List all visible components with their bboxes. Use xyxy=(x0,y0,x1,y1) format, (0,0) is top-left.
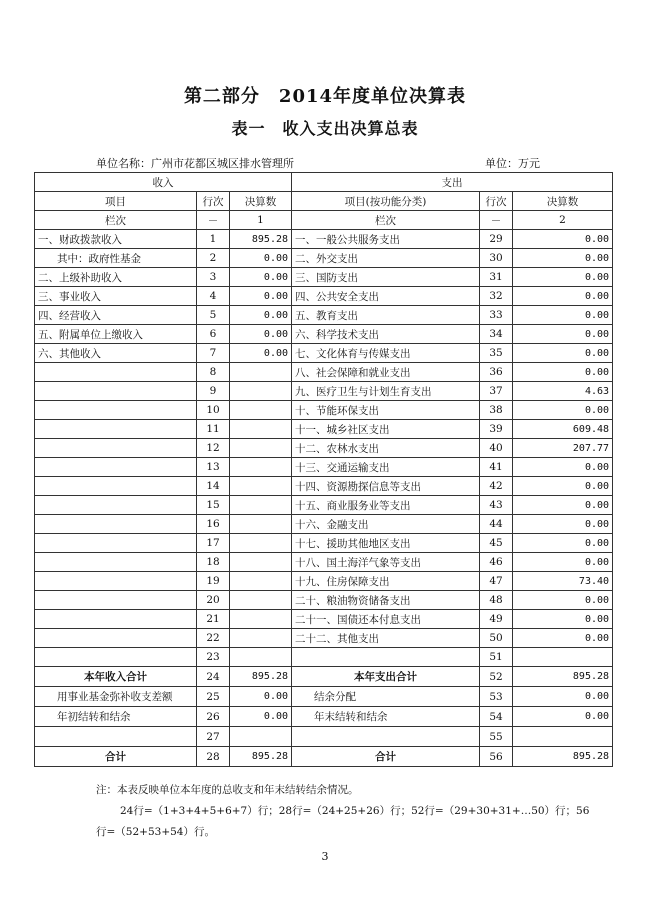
income-item xyxy=(35,591,197,610)
income-line-no: 3 xyxy=(197,268,230,287)
income-line-no: 1 xyxy=(197,230,230,249)
table-row xyxy=(35,249,613,268)
expense-amount: 895.28 xyxy=(513,747,613,767)
expense-item: 六、科学技术支出 xyxy=(292,325,480,344)
income-item xyxy=(35,572,197,591)
income-amount xyxy=(230,363,292,382)
expense-item: 二十二、其他支出 xyxy=(292,629,480,648)
expense-amount: 73.40 xyxy=(513,572,613,591)
table-row xyxy=(35,648,613,667)
income-item xyxy=(35,648,197,667)
income-amount xyxy=(230,458,292,477)
income-line-no: 10 xyxy=(197,401,230,420)
table-row xyxy=(35,629,613,648)
unit-label: 单位：万元 xyxy=(485,157,540,170)
table-row xyxy=(35,268,613,287)
income-amount: 0.00 xyxy=(230,287,292,306)
table-row xyxy=(35,287,613,306)
income-line-no: 22 xyxy=(197,629,230,648)
income-line-no: 13 xyxy=(197,458,230,477)
total-row xyxy=(35,667,613,687)
table-row xyxy=(35,306,613,325)
income-line-no: 21 xyxy=(197,610,230,629)
income-item xyxy=(35,477,197,496)
expense-amount: 0.00 xyxy=(513,477,613,496)
income-line-no: 20 xyxy=(197,591,230,610)
income-amount xyxy=(230,727,292,747)
income-line-no: 14 xyxy=(197,477,230,496)
page-number: 3 xyxy=(321,850,329,863)
note-line: 注：本表反映单位本年度的总收支和年末结转结余情况。 xyxy=(96,784,359,796)
expense-amount: 609.48 xyxy=(513,420,613,439)
expense-line-no: 48 xyxy=(480,591,513,610)
expense-line-no: 30 xyxy=(480,249,513,268)
income-amount: 0.00 xyxy=(230,344,292,363)
expense-line-no: 52 xyxy=(480,667,513,687)
income-amount xyxy=(230,382,292,401)
table-row xyxy=(35,553,613,572)
expense-amount xyxy=(513,648,613,667)
expense-amount: 895.28 xyxy=(513,667,613,687)
col-header-amount: 决算数 xyxy=(513,192,613,211)
income-item: 年初结转和结余 xyxy=(35,707,197,727)
income-item: 六、其他收入 xyxy=(35,344,197,363)
expense-item: 结余分配 xyxy=(292,687,480,707)
income-line-no: 15 xyxy=(197,496,230,515)
dash-cell: － xyxy=(480,211,513,230)
expense-amount: 0.00 xyxy=(513,591,613,610)
expense-amount: 0.00 xyxy=(513,496,613,515)
income-amount xyxy=(230,534,292,553)
income-amount xyxy=(230,420,292,439)
income-item: 其中：政府性基金 xyxy=(35,249,197,268)
table-row xyxy=(35,401,613,420)
table-row xyxy=(35,610,613,629)
expense-line-no: 46 xyxy=(480,553,513,572)
income-amount xyxy=(230,572,292,591)
income-amount: 0.00 xyxy=(230,306,292,325)
income-amount xyxy=(230,515,292,534)
table-row xyxy=(35,591,613,610)
income-line-no: 28 xyxy=(197,747,230,767)
expense-line-no: 33 xyxy=(480,306,513,325)
income-line-no: 19 xyxy=(197,572,230,591)
income-line-no: 12 xyxy=(197,439,230,458)
expense-line-no: 51 xyxy=(480,648,513,667)
column-index: 1 xyxy=(230,211,292,230)
expense-item: 十三、交通运输支出 xyxy=(292,458,480,477)
note-line: 24行=（1+3+4+5+6+7）行；28行=（24+25+26）行；52行=（29+30+31+…50）行；56 xyxy=(120,805,590,817)
expense-item xyxy=(292,727,480,747)
table-row xyxy=(35,515,613,534)
expense-amount: 0.00 xyxy=(513,534,613,553)
expense-item: 一、一般公共服务支出 xyxy=(292,230,480,249)
page-title: 第二部分 2014年度单位决算表 xyxy=(183,86,467,107)
table-row xyxy=(35,458,613,477)
income-item: 合计 xyxy=(35,747,197,767)
col-header-line: 行次 xyxy=(197,192,230,211)
table-row xyxy=(35,534,613,553)
unit-name: 单位名称：广州市花都区城区排水管理所 xyxy=(96,157,294,170)
lanci-label: 栏次 xyxy=(292,211,480,230)
total-row xyxy=(35,727,613,747)
income-line-no: 2 xyxy=(197,249,230,268)
income-item xyxy=(35,515,197,534)
expense-amount: 0.00 xyxy=(513,249,613,268)
expense-line-no: 29 xyxy=(480,230,513,249)
expense-line-no: 32 xyxy=(480,287,513,306)
expense-item: 十四、资源勘探信息等支出 xyxy=(292,477,480,496)
expense-amount: 0.00 xyxy=(513,230,613,249)
income-line-no: 8 xyxy=(197,363,230,382)
expense-item: 二十、粮油物资储备支出 xyxy=(292,591,480,610)
income-item: 三、事业收入 xyxy=(35,287,197,306)
expense-item: 年末结转和结余 xyxy=(292,707,480,727)
expense-item: 八、社会保障和就业支出 xyxy=(292,363,480,382)
expense-line-no: 56 xyxy=(480,747,513,767)
table-row xyxy=(35,420,613,439)
expense-line-no: 43 xyxy=(480,496,513,515)
expense-line-no: 55 xyxy=(480,727,513,747)
expense-amount: 0.00 xyxy=(513,344,613,363)
income-amount xyxy=(230,477,292,496)
income-item xyxy=(35,629,197,648)
expense-item: 二、外交支出 xyxy=(292,249,480,268)
income-line-no: 4 xyxy=(197,287,230,306)
expense-section-header: 支出 xyxy=(292,173,613,192)
table-row xyxy=(35,439,613,458)
income-line-no: 17 xyxy=(197,534,230,553)
expense-line-no: 53 xyxy=(480,687,513,707)
income-amount xyxy=(230,591,292,610)
income-item xyxy=(35,553,197,572)
expense-amount xyxy=(513,727,613,747)
table-row xyxy=(35,363,613,382)
table-row xyxy=(35,230,613,249)
expense-line-no: 35 xyxy=(480,344,513,363)
expense-line-no: 49 xyxy=(480,610,513,629)
expense-line-no: 42 xyxy=(480,477,513,496)
section-header-row xyxy=(35,173,613,192)
income-line-no: 11 xyxy=(197,420,230,439)
note-line: 行=（52+53+54）行。 xyxy=(96,826,215,838)
income-line-no: 16 xyxy=(197,515,230,534)
income-line-no: 6 xyxy=(197,325,230,344)
expense-item: 合计 xyxy=(292,747,480,767)
expense-line-no: 54 xyxy=(480,707,513,727)
income-item: 本年收入合计 xyxy=(35,667,197,687)
expense-line-no: 39 xyxy=(480,420,513,439)
expense-item: 十二、农林水支出 xyxy=(292,439,480,458)
expense-item: 三、国防支出 xyxy=(292,268,480,287)
col-header-amount: 决算数 xyxy=(230,192,292,211)
income-amount xyxy=(230,648,292,667)
expense-item: 十九、住房保障支出 xyxy=(292,572,480,591)
income-item: 五、附属单位上缴收入 xyxy=(35,325,197,344)
income-amount: 895.28 xyxy=(230,667,292,687)
expense-amount: 0.00 xyxy=(513,268,613,287)
table-row xyxy=(35,496,613,515)
expense-line-no: 34 xyxy=(480,325,513,344)
expense-line-no: 38 xyxy=(480,401,513,420)
total-row xyxy=(35,687,613,707)
expense-item: 十六、金融支出 xyxy=(292,515,480,534)
expense-item: 十、节能环保支出 xyxy=(292,401,480,420)
income-amount xyxy=(230,629,292,648)
col-header-item-func: 项目(按功能分类) xyxy=(292,192,480,211)
expense-line-no: 41 xyxy=(480,458,513,477)
expense-amount: 0.00 xyxy=(513,610,613,629)
income-amount: 0.00 xyxy=(230,268,292,287)
income-line-no: 26 xyxy=(197,707,230,727)
income-item xyxy=(35,401,197,420)
income-amount xyxy=(230,610,292,629)
income-amount xyxy=(230,401,292,420)
total-row xyxy=(35,747,613,767)
income-item xyxy=(35,382,197,401)
expense-item xyxy=(292,648,480,667)
income-item: 用事业基金弥补收支差额 xyxy=(35,687,197,707)
expense-item: 九、医疗卫生与计划生育支出 xyxy=(292,382,480,401)
income-amount xyxy=(230,496,292,515)
income-line-no: 18 xyxy=(197,553,230,572)
income-line-no: 9 xyxy=(197,382,230,401)
expense-line-no: 37 xyxy=(480,382,513,401)
expense-item: 十五、商业服务业等支出 xyxy=(292,496,480,515)
total-row xyxy=(35,707,613,727)
income-item xyxy=(35,496,197,515)
income-item xyxy=(35,610,197,629)
notes xyxy=(96,780,616,843)
table-row xyxy=(35,572,613,591)
column-index-row xyxy=(35,211,613,230)
income-line-no: 25 xyxy=(197,687,230,707)
expense-amount: 0.00 xyxy=(513,363,613,382)
income-amount xyxy=(230,553,292,572)
income-line-no: 5 xyxy=(197,306,230,325)
expense-amount: 0.00 xyxy=(513,306,613,325)
expense-amount: 0.00 xyxy=(513,401,613,420)
col-header-line: 行次 xyxy=(480,192,513,211)
income-item: 一、财政拨款收入 xyxy=(35,230,197,249)
table-row xyxy=(35,325,613,344)
expense-line-no: 40 xyxy=(480,439,513,458)
expense-amount: 0.00 xyxy=(513,515,613,534)
income-amount: 0.00 xyxy=(230,249,292,268)
income-amount: 0.00 xyxy=(230,687,292,707)
income-expense-table xyxy=(34,172,613,767)
income-item: 二、上级补助收入 xyxy=(35,268,197,287)
income-item: 四、经营收入 xyxy=(35,306,197,325)
table-subtitle: 表一 收入支出决算总表 xyxy=(231,119,419,138)
expense-amount: 0.00 xyxy=(513,287,613,306)
income-amount: 895.28 xyxy=(230,747,292,767)
income-item xyxy=(35,363,197,382)
expense-line-no: 47 xyxy=(480,572,513,591)
expense-item: 五、教育支出 xyxy=(292,306,480,325)
income-amount: 895.28 xyxy=(230,230,292,249)
expense-item: 四、公共安全支出 xyxy=(292,287,480,306)
expense-line-no: 50 xyxy=(480,629,513,648)
column-header-row xyxy=(35,192,613,211)
expense-line-no: 44 xyxy=(480,515,513,534)
income-item xyxy=(35,458,197,477)
income-line-no: 24 xyxy=(197,667,230,687)
expense-amount: 4.63 xyxy=(513,382,613,401)
expense-amount: 0.00 xyxy=(513,687,613,707)
income-section-header: 收入 xyxy=(35,173,292,192)
income-amount: 0.00 xyxy=(230,707,292,727)
expense-item: 二十一、国债还本付息支出 xyxy=(292,610,480,629)
expense-line-no: 31 xyxy=(480,268,513,287)
expense-amount: 207.77 xyxy=(513,439,613,458)
income-item xyxy=(35,420,197,439)
income-line-no: 23 xyxy=(197,648,230,667)
income-amount xyxy=(230,439,292,458)
expense-item: 十七、援助其他地区支出 xyxy=(292,534,480,553)
expense-line-no: 36 xyxy=(480,363,513,382)
table-row xyxy=(35,382,613,401)
expense-amount: 0.00 xyxy=(513,707,613,727)
expense-amount: 0.00 xyxy=(513,629,613,648)
expense-item: 七、文化体育与传媒支出 xyxy=(292,344,480,363)
lanci-label: 栏次 xyxy=(35,211,197,230)
income-item xyxy=(35,534,197,553)
col-header-item: 项目 xyxy=(35,192,197,211)
dash-cell: － xyxy=(197,211,230,230)
expense-line-no: 45 xyxy=(480,534,513,553)
income-line-no: 27 xyxy=(197,727,230,747)
column-index: 2 xyxy=(513,211,613,230)
income-item xyxy=(35,439,197,458)
expense-item: 十一、城乡社区支出 xyxy=(292,420,480,439)
income-line-no: 7 xyxy=(197,344,230,363)
expense-item: 本年支出合计 xyxy=(292,667,480,687)
expense-amount: 0.00 xyxy=(513,325,613,344)
income-amount: 0.00 xyxy=(230,325,292,344)
expense-item: 十八、国土海洋气象等支出 xyxy=(292,553,480,572)
income-item xyxy=(35,727,197,747)
table-row xyxy=(35,344,613,363)
table-row xyxy=(35,477,613,496)
expense-amount: 0.00 xyxy=(513,553,613,572)
expense-amount: 0.00 xyxy=(513,458,613,477)
